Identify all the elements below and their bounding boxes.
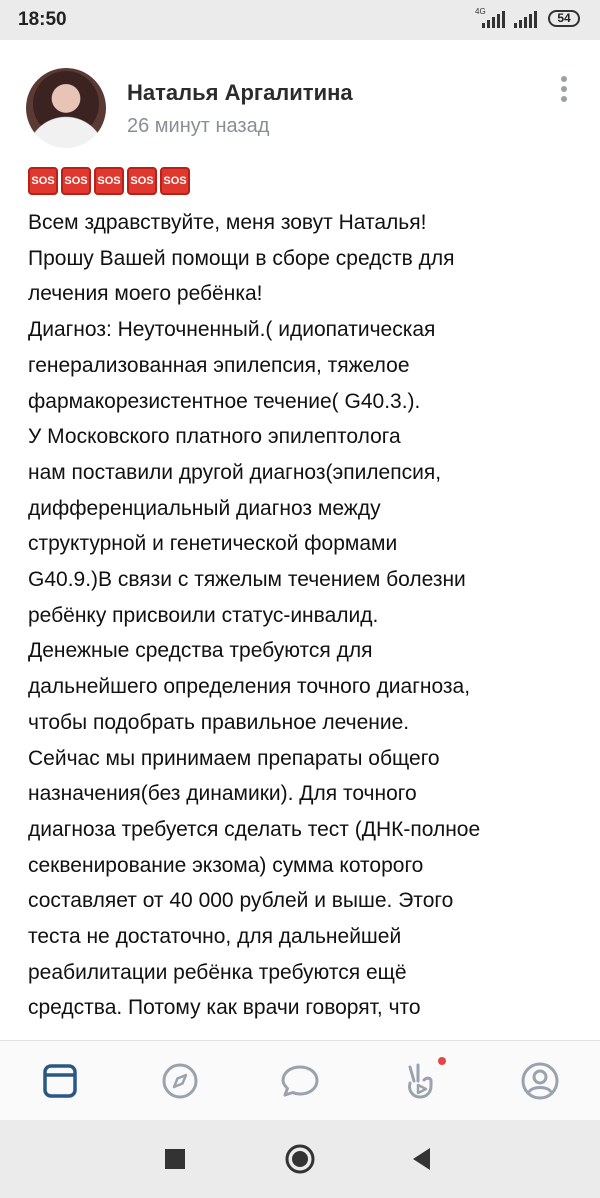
- status-time: 18:50: [18, 9, 67, 30]
- post-line: G40.9.)В связи с тяжелым течением болезни: [28, 568, 466, 592]
- post-time[interactable]: 26 минут назад: [127, 115, 270, 137]
- notification-dot: [438, 1057, 446, 1065]
- post-line: ребёнку присвоили статус-инвалид.: [28, 603, 379, 627]
- post-line: Прошу Вашей помощи в сборе средств для: [28, 246, 455, 270]
- tab-clips[interactable]: [396, 1057, 444, 1105]
- post-line: Сейчас мы принимаем препараты общего: [28, 746, 440, 770]
- post-line: реабилитации ребёнка требуются ещё: [28, 960, 407, 984]
- post-line: средства. Потому как врачи говорят, что: [28, 996, 421, 1020]
- post-line: диагноза требуется сделать тест (ДНК-полное: [28, 817, 481, 841]
- system-nav-bar: [0, 1120, 600, 1198]
- messages-icon: [276, 1057, 324, 1105]
- battery-icon: [548, 10, 580, 27]
- sos-emoji: SOS: [28, 167, 58, 195]
- signal-icon-2: [514, 10, 538, 28]
- tab-messages[interactable]: [276, 1057, 324, 1105]
- author-name[interactable]: Наталья Аргалитина: [127, 80, 353, 105]
- network-type: 4G: [475, 7, 486, 16]
- post-text: [28, 205, 588, 1026]
- clips-icon: [396, 1057, 444, 1105]
- bottom-tab-bar: [0, 1040, 600, 1121]
- post-line: дифференциальный диагноз между: [28, 496, 381, 520]
- post-line: Диагноз: Неуточненный.( идиопатическая: [28, 318, 436, 342]
- back-icon[interactable]: [405, 1142, 439, 1176]
- recent-apps-icon[interactable]: [158, 1142, 192, 1176]
- sos-emoji: SOS: [94, 167, 124, 195]
- post-line: Денежные средства требуются для: [28, 639, 373, 663]
- post-line: генерализованная эпилепсия, тяжелое: [28, 353, 410, 377]
- post-line: структурной и генетической формами: [28, 532, 398, 556]
- post-line: чтобы подобрать правильное лечение.: [28, 710, 410, 734]
- tab-explore[interactable]: [156, 1057, 204, 1105]
- post-line: лечения моего ребёнка!: [28, 282, 263, 306]
- signal-icon: [482, 10, 506, 28]
- post-line: У Московского платного эпилептолога: [28, 425, 401, 449]
- status-bar: [0, 0, 600, 40]
- sos-emoji-row: [28, 167, 190, 195]
- post-line: теста не достаточно, для дальнейшей: [28, 925, 402, 949]
- tab-feed[interactable]: [36, 1057, 84, 1105]
- post-line: секвенирование экзома) сумма которого: [28, 853, 424, 877]
- profile-icon: [516, 1057, 564, 1105]
- more-options-icon[interactable]: [558, 76, 570, 106]
- post-line: фармакорезистентное течение( G40.3.).: [28, 389, 421, 413]
- feed-icon: [36, 1057, 84, 1105]
- post-line: дальнейшего определения точного диагноза,: [28, 675, 471, 699]
- tab-profile[interactable]: [516, 1057, 564, 1105]
- explore-icon: [156, 1057, 204, 1105]
- home-icon[interactable]: [283, 1142, 317, 1176]
- post-line: назначения(без динамики). Для точного: [28, 782, 417, 806]
- post-line: Всем здравствуйте, меня зовут Наталья!: [28, 211, 427, 234]
- post-line: составляет от 40 000 рублей и выше. Этого: [28, 889, 454, 913]
- post-line: нам поставили другой диагноз(эпилепсия,: [28, 460, 442, 484]
- sos-emoji: SOS: [127, 167, 157, 195]
- sos-emoji: SOS: [160, 167, 190, 195]
- sos-emoji: SOS: [61, 167, 91, 195]
- avatar[interactable]: [26, 68, 106, 148]
- battery-level: 54: [557, 11, 571, 25]
